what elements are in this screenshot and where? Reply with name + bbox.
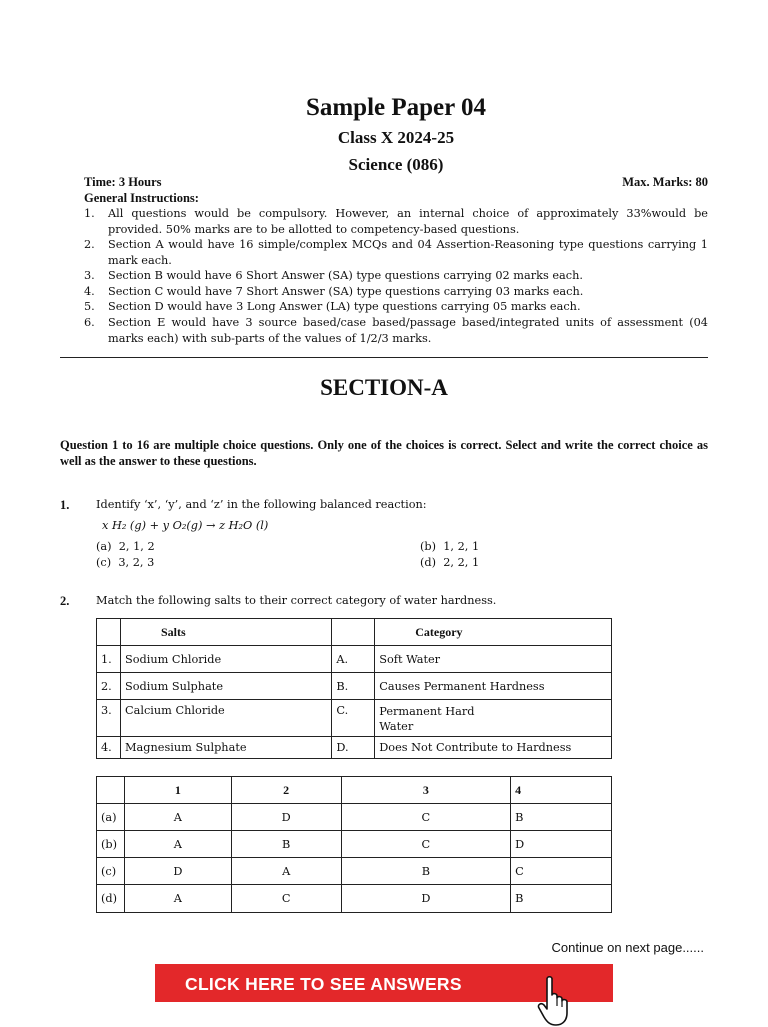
continue-label: Continue on next page...... — [551, 940, 704, 955]
instruction-number: 4. — [84, 285, 95, 298]
instruction-item — [84, 268, 708, 284]
option-label: (d) — [420, 556, 437, 569]
table-row: 2. Sodium Sulphate B. Causes Permanent Hardness — [97, 673, 612, 700]
instruction-number: 6. — [84, 316, 95, 329]
question-text: Match the following salts to their correct category of water hardness. — [96, 594, 497, 607]
answer-options-table — [96, 776, 612, 913]
table-row: (d) A C D B — [97, 885, 612, 913]
table-row: 1. Sodium Chloride A. Soft Water — [97, 646, 612, 673]
table-row: (c) D A B C — [97, 858, 612, 885]
table-row: 4. Magnesium Sulphate D. Does Not Contribute to Hardness — [97, 737, 612, 759]
category-header: Category — [375, 619, 612, 646]
option-label: (c) — [96, 556, 112, 569]
question-text: Identify ‘x’, ‘y’, and ‘z’ in the following balanced reaction: — [96, 498, 427, 511]
divider — [60, 357, 708, 358]
option-text: 2, 2, 1 — [443, 556, 480, 569]
general-instructions-label: General Instructions: — [84, 191, 199, 205]
table-header-row — [97, 619, 612, 646]
option-label: (b) — [420, 540, 437, 553]
option-text: 3, 2, 3 — [118, 556, 155, 569]
class-year: Class X 2024-25 — [337, 128, 455, 147]
instruction-text: Section E would have 3 source based/case based/passage based/integrated units of assessment (04 marks each) with sub-parts of the values of 1/2/3 marks. — [108, 316, 708, 345]
instruction-text: Section C would have 7 Short Answer (SA) type questions carrying 03 marks each. — [108, 285, 584, 298]
section-intro: Question 1 to 16 are multiple choice questions. Only one of the choices is correct. Select and write the correct choice as well as the answer to these questions. — [60, 438, 708, 468]
table-row: 3. Calcium Chloride C. Permanent Hard Water — [97, 700, 612, 737]
option-d — [420, 556, 479, 569]
instruction-item — [84, 237, 708, 268]
table-row: (b) A B C D — [97, 831, 612, 858]
instruction-text: Section A would have 16 simple/complex MCQs and 04 Assertion-Reasoning type questions carrying 1 mark each. — [108, 238, 708, 267]
instruction-item — [84, 315, 708, 346]
salts-header: Salts — [120, 619, 331, 646]
instruction-item — [84, 284, 708, 300]
max-marks-label: Max. Marks: 80 — [622, 175, 708, 189]
instruction-text: Section B would have 6 Short Answer (SA) type questions carrying 02 marks each. — [108, 269, 583, 282]
option-c — [96, 556, 154, 569]
instruction-number: 1. — [84, 207, 95, 220]
see-answers-button[interactable] — [155, 964, 613, 1002]
question-number: 1. — [60, 498, 70, 512]
see-answers-label: CLICK HERE TO SEE ANSWERS — [185, 974, 462, 994]
paper-title: Sample Paper 04 — [305, 94, 487, 121]
match-table — [96, 618, 612, 759]
question-number: 2. — [60, 594, 70, 608]
instruction-text: Section D would have 3 Long Answer (LA) type questions carrying 05 marks each. — [108, 300, 581, 313]
hand-pointer-icon — [537, 975, 577, 1027]
instruction-text: All questions would be compulsory. However, an internal choice of approximately 33%would be provided. 50% marks are to be allotted to competency-based questions. — [108, 207, 708, 236]
instruction-number: 2. — [84, 238, 95, 251]
option-b — [420, 540, 479, 553]
reaction-equation: x H₂ (g) + y O₂(g) → z H₂O (l) — [102, 519, 269, 532]
instruction-item — [84, 299, 708, 315]
option-text: 2, 1, 2 — [118, 540, 155, 553]
section-title: SECTION-A — [320, 375, 448, 400]
instruction-number: 3. — [84, 269, 95, 282]
option-a — [96, 540, 155, 553]
option-label: (a) — [96, 540, 112, 553]
instruction-number: 5. — [84, 300, 95, 313]
subject-title: Science (086) — [348, 155, 444, 174]
time-label: Time: 3 Hours — [84, 175, 162, 189]
table-row: (a) A D C B — [97, 804, 612, 831]
option-text: 1, 2, 1 — [443, 540, 480, 553]
instruction-item — [84, 206, 708, 237]
table-header-row: 1 2 3 4 — [97, 777, 612, 804]
